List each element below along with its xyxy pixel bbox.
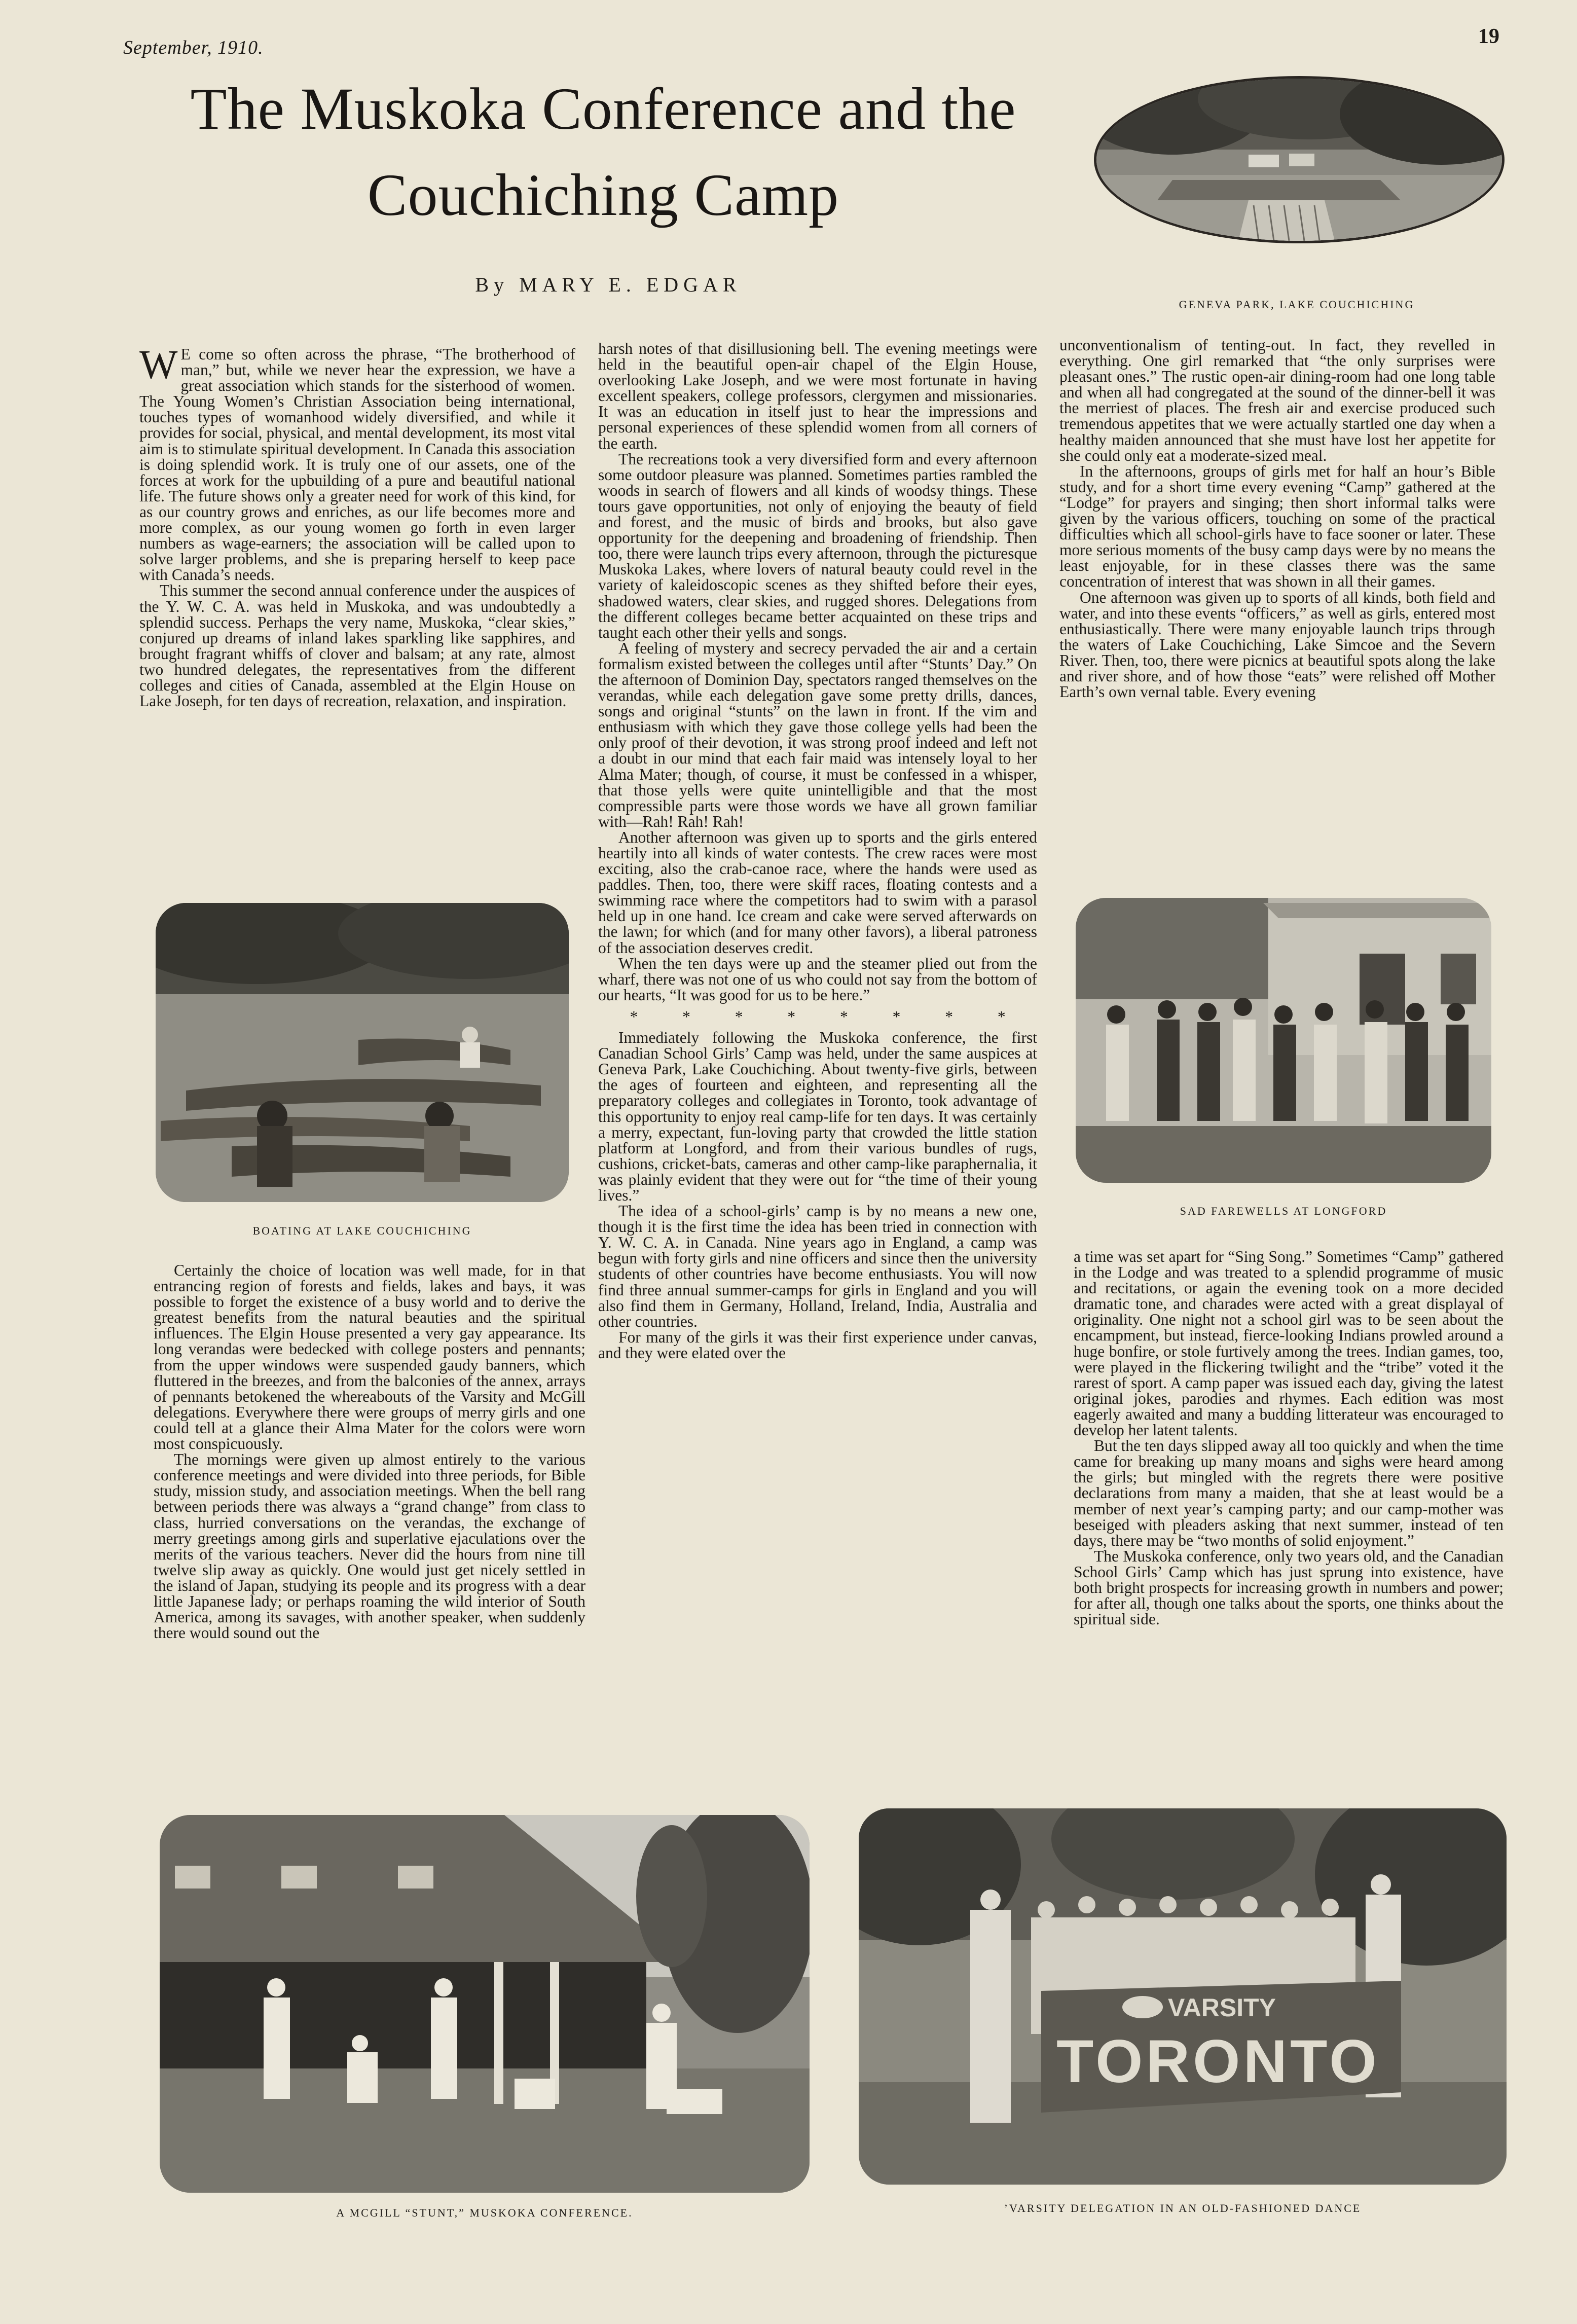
paragraph: W E come so often across the phrase, “The brotherhood of man,” but, while we never hear the expression, we have a great association which stands for the sisterhood of women. The Young Women’s Christian Association being international, touches types of womanhood widely diversified, and while it provides for social, physical, and mental development, its most vital aim is to stimulate spiritual development. In Canada this association is doing splendid work. It is truly one of our assets, one of the forces at work for the upbuilding of a pure and beautiful national life. The future shows only a greater need for work of this kind, for as our country grows and enriches, as our life becomes more and more complex, as our young women go forth in even larger numbers as wage-earners; the association will be called upon to solve larger problems, and she is preparing herself to keep pace with Canada’s needs. (139, 343, 575, 584)
byline: By MARY E. EDGAR (475, 273, 742, 296)
paragraph: unconventionalism of tenting-out. In fact, they revelled in everything. One girl remarked that “the only surprises were pleasant ones.” The rustic open-air dining-room had one long table and when all had congregated at the sound of the dinner-bell it was the merriest of places. The fresh air and exercise produced such tremendous appetites that we were actually startled one day when a healthy maiden announced that she must have lost her appetite for she could only eat a moderate-sized meal. (1059, 336, 1495, 464)
caption-farewells: SAD FAREWELLS AT LONGFORD (1180, 1205, 1387, 1217)
varsity-delegation-photo (859, 1808, 1507, 2185)
article-title (127, 66, 1080, 238)
page-number: 19 (1478, 25, 1499, 48)
drop-cap: W (139, 343, 178, 387)
running-head: September, 1910. (123, 37, 264, 58)
paragraph: But the ten days slipped away all too quickly and when the time came for breaking up many moans and sighs were heard among the girls; but mingled with the regrets there were positive declarations from many a maiden, that she at least would be a member of next year’s camping party; and our camp-mother was beseiged with pleaders asking that next summer, instead of ten days, there may be “two months of solid enjoyment.” (1074, 1437, 1503, 1549)
caption-boating: BOATING AT LAKE COUCHICHING (252, 1224, 472, 1237)
caption-geneva-park: GENEVA PARK, LAKE COUCHICHING (1179, 298, 1415, 311)
column-3-bottom (1074, 1249, 1503, 1627)
paragraph: The recreations took a very diversified form and every afternoon some outdoor pleasure was planned. Sometimes parties rambled the woods in search of flowers and all kinds of woodsy things. These tours gave opportunities, not only of enjoying the beauty of field and forest, and the music of birds and brooks, but also gave opportunity for the deepening and broadening of friendship. Then too, there were launch trips every afternoon, through the picturesque Muskoka Lakes, where lovers of natural beauty could revel in the variety of kaleidoscopic scenes as they shifted before their eyes, shadowed waters, clear skies, and rugged shores. Delegations from the different colleges became better acquainted on these trips and taught each other their yells and songs. (598, 450, 1037, 641)
paragraph: Immediately following the Muskoka conference, the first Canadian School Girls’ Camp was held, under the same auspices at Geneva Park, Lake Couchiching. About twenty-five girls, between the ages of fourteen and eighteen, and representing all the preparatory colleges and collegiates in Toronto, took advantage of this opportunity to enjoy real camp-life for ten days. It was certainly a merry, expectant, fun-loving party that crowded the little station platform at Longford, and from their various bundles of rugs, cushions, cricket-bats, cameras and other camp-like paraphernalia, it was plainly evident that they were out for “the time of their young lives.” (598, 1029, 1037, 1204)
geneva-park-photo (1094, 76, 1505, 243)
boating-photo (156, 903, 569, 1202)
paragraph: harsh notes of that disillusioning bell. The evening meetings were held in the beautiful open-air chapel of the Elgin House, overlooking Lake Joseph, and we were most fortunate in having excellent speakers, college professors, clergymen and missionaries. It was an education in itself just to hear the impressions and personal experiences of these splendid women from all corners of the earth. (598, 340, 1037, 452)
section-break-stars: * * * * * * * * (630, 1007, 1026, 1026)
banner-line-1: VARSITY (1168, 1993, 1276, 2022)
farewells-photo (1076, 898, 1491, 1183)
banner-line-2: TORONTO (1056, 2027, 1380, 2095)
column-2 (598, 341, 1037, 1361)
paragraph: A feeling of mystery and secrecy pervaded the air and a certain formalism existed between the colleges until after “Stunts’ Day.” On the afternoon of Dominion Day, spectators ranged themselves on the verandas, while each delegation gave some pretty drills, dances, songs and original “stunts” on the lawn in front. If the vim and enthusiasm with which they gave those college yells had been the only proof of their devotion, it was strong proof indeed and left not a doubt in our mind that each fair maid was intensely loyal to her Alma Mater; though, of course, it must be confessed in a whisper, that those yells were quite unintelligible and that the most compressible parts were those words we have all grown familiar with—Rah! Rah! Rah! (598, 639, 1037, 830)
paragraph: For many of the girls it was their first experience under canvas, and they were elated over the (598, 1328, 1037, 1362)
paragraph: a time was set apart for “Sing Song.” Sometimes “Camp” gathered in the Lodge and was treated to a splendid programme of music and recitations, or again the evening took on a more decided dramatic tone, and charades were acted with a great displayal of originality. One night not a school girl was to be seen about the encampment, but instead, fierce-looking Indians prowled around a huge bonfire, or stole furtively among the trees. Indian games, too, were played in the flickering twilight and the “tribe” voted it the rarest of sport. A camp paper was issued each day, giving the latest original jokes, parodies and rhymes. Each edition was most eagerly awaited and many a budding litterateur was encouraged to develop her latent talents. (1074, 1248, 1503, 1439)
paragraph: The Muskoka conference, only two years old, and the Canadian School Girls’ Camp which has just sprung into existence, have both bright prospects for increasing growth in numbers and power; for after all, though one talks about the sports, one thinks about the spiritual side. (1074, 1547, 1503, 1628)
mcgill-stunt-photo (160, 1815, 810, 2193)
column-3-top (1059, 337, 1495, 700)
paragraph: The mornings were given up almost entirely to the various conference meetings and were divided into three periods, for Bible study, mission study, and association meetings. When the bell rang between periods there was always a “grand change” from class to class, hurried conversations on the verandas, the exchange of merry greetings among girls and superlative ejaculations over the merits of the various teachers. Never did the hours from nine till twelve slip away as quickly. One would just get nicely settled in the island of Japan, studying its people and its progress with a dear little Japanese lady; or perhaps roaming the wild interior of South America, among its savages, with another speaker, when suddenly there would sound out the (154, 1450, 585, 1642)
caption-mcgill-stunt: A MCGILL “STUNT,” MUSKOKA CONFERENCE. (336, 2206, 633, 2219)
column-1-bottom (154, 1262, 585, 1641)
paragraph: When the ten days were up and the steamer plied out from the wharf, there was not one of us who could not say from the bottom of our hearts, “It was good for us to be here.” (598, 954, 1037, 1004)
caption-varsity-delegation: ’VARSITY DELEGATION IN AN OLD-FASHIONED DANCE (1004, 2202, 1362, 2214)
title-line-2: Couchiching Camp (367, 162, 839, 228)
column-1-top (139, 343, 575, 710)
paragraph: Certainly the choice of location was well made, for in that entrancing region of forests and fields, lakes and bays, it was possible to forget the existence of a busy world and to derive the greatest benefits from the natural beauties and the spiritual influences. The Elgin House presented a very gay appearance. Its long verandas were bedecked with college posters and pennants; from the upper windows were suspended gaudy banners, which fluttered in the breezes, and from the balconies of the annex, arrays of pennants betokened the whereabouts of the Varsity and McGill delegations. Everywhere there were groups of merry girls and one could tell at a glance their Alma Mater for the colors were worn most conspicuously. (154, 1261, 585, 1453)
title-line-1: The Muskoka Conference and the (190, 76, 1016, 142)
paragraph: One afternoon was given up to sports of all kinds, both field and water, and into these events “officers,” as well as girls, entered most enthusiastically. There were many enjoyable launch trips through the waters of Lake Couchiching, Lake Simcoe and the Severn River. Then, too, there were picnics at beautiful spots along the lake and river shore, and of how those “eats” were relished off Mother Earth’s own vernal table. Every evening (1059, 588, 1495, 701)
paragraph: Another afternoon was given up to sports and the girls entered heartily into all kinds of water contests. The crew races were most exciting, also the crab-canoe race, where the hands were used as paddles. Then, too, there were skiff races, floating contests and a swimming race where the competitors had to swim with a parasol held up in one hand. Ice cream and cake were served afterwards on the lawn; for which (and for many other favors), a liberal patroness of the association deserves credit. (598, 828, 1037, 957)
paragraph: In the afternoons, groups of girls met for half an hour’s Bible study, and for a short time every evening “Camp” gathered at the “Lodge” for prayers and singing; then short informal talks were given by the various officers, touching on some of the practical difficulties which all school-girls have to face sooner or later. These more serious moments of the busy camp days were by no means the least enjoyable, for in these classes there was the same concentration of interest that was shown in all their games. (1059, 462, 1495, 591)
paragraph: The idea of a school-girls’ camp is by no means a new one, though it is the first time the idea has been tried in connection with Y. W. C. A. in Canada. Nine years ago in England, a camp was begun with forty girls and nine officers and since then the university students of other countries have become enthusiasts. You will now find three annual summer-camps for girls in England and you will also find them in Germany, Holland, Ireland, India, Australia and other countries. (598, 1202, 1037, 1330)
paragraph: This summer the second annual conference under the auspices of the Y. W. C. A. was held in Muskoka, and was undoubtedly a splendid success. Perhaps the very name, Muskoka, “clear skies,” conjured up dreams of inland lakes sparkling like sapphires, and brought fragrant whiffs of clover and balsam; at any rate, almost two hundred delegates, the representatives from the different colleges and cities of Canada, assembled at the Elgin House on Lake Joseph, for ten days of recreation, relaxation, and inspiration. (139, 582, 575, 710)
